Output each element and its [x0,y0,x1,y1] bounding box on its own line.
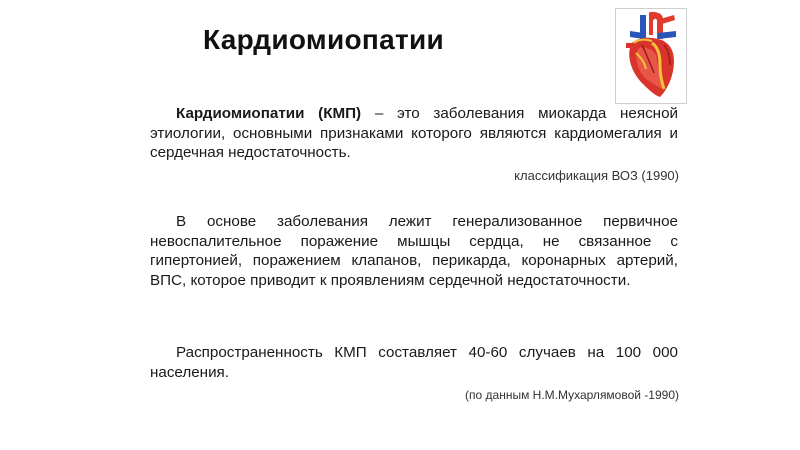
definition-paragraph [150,104,678,163]
heart-image [615,8,687,104]
basis-paragraph: В основе заболевания лежит генерализованное первичное невоспалительное поражение мышцы сердца, не связанное с гипертонией, поражением клапанов, перикарда, коронарных артерий, ВПС, которое приводит к проявлениям сердечной недостаточности. [150,213,678,289]
classification-source: классификация ВОЗ (1990) [514,168,679,183]
prevalence-source: (по данным Н.М.Мухарлямовой -1990) [465,388,679,402]
heart-anatomy-icon [616,9,686,103]
prevalence-paragraph: Распространенность КМП составляет 40-60 случаев на 100 000 населения. [150,344,678,381]
definition-text: – это заболевания миокарда неясной этиологии, основными признаками которого являются кардиомегалия и сердечная недостаточность. [150,105,678,161]
definition-term: Кардиомиопатии (КМП) [176,105,362,122]
slide-title: Кардиомиопатии [203,24,444,55]
